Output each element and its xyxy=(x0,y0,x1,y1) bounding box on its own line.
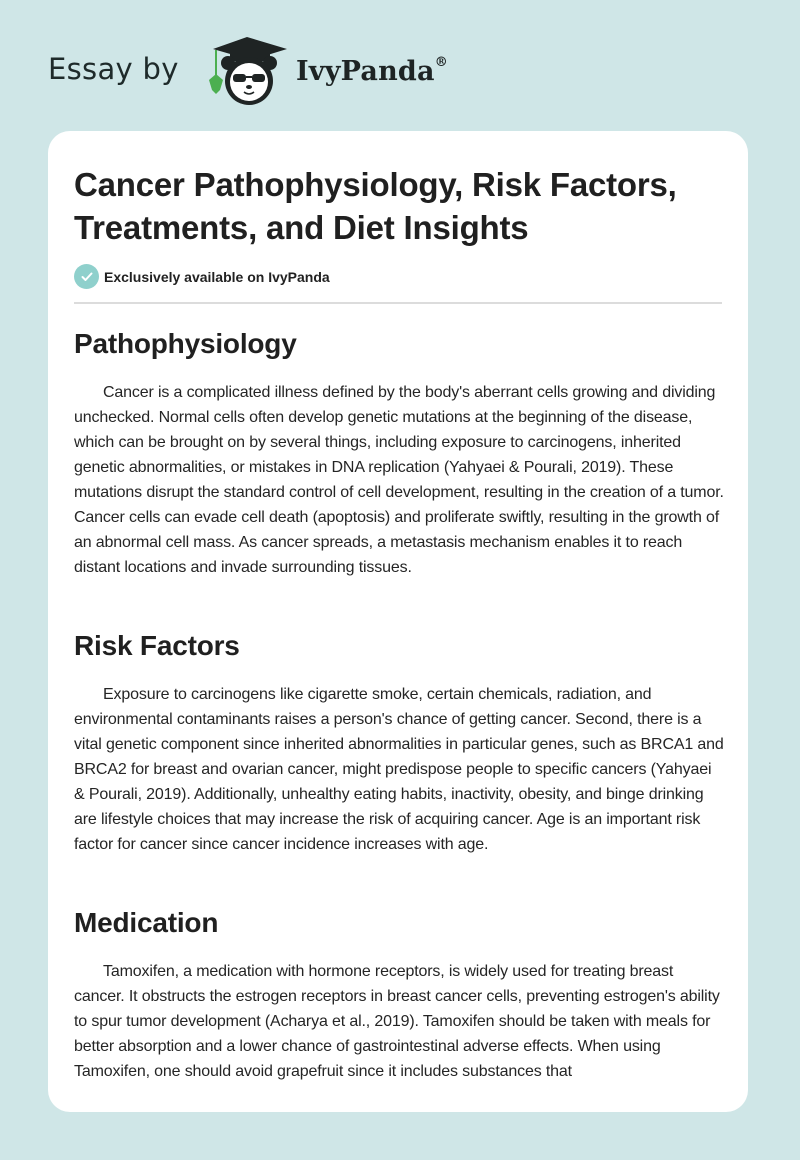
page-title: Cancer Pathophysiology, Risk Factors, Treatments, and Diet Insights xyxy=(74,166,677,246)
panda-logo-icon[interactable] xyxy=(203,36,291,108)
section-body: Cancer is a complicated illness defined by the body's aberrant cells growing and dividing unchecked. Normal cells often develop genetic mutations at the beginning of the disease, which can be brought on by several things, including exposure to carcinogens, inherited genetic abnormalities, or mistakes in DNA replication (Yahyaei & Pourali, 2019). These mutations disrupt the standard control of cell development, resulting in the creation of a tumor. Cancer cells can evade cell death (apoptosis) and proliferate swiftly, resulting in the growth of an abnormal cell mass. As cancer spreads, a metastasis mechanism enables it to reach distant locations and invade surrounding tissues. xyxy=(74,384,724,576)
exclusive-badge xyxy=(74,264,330,289)
divider xyxy=(74,302,722,304)
check-circle-icon xyxy=(74,264,99,289)
section-medication xyxy=(74,906,724,1084)
section-risk-factors xyxy=(74,629,724,857)
section-pathophysiology xyxy=(74,327,724,580)
registered-mark: ® xyxy=(434,55,448,70)
essay-by-label: Essay by xyxy=(48,52,179,86)
section-heading: Pathophysiology xyxy=(74,328,297,359)
section-heading: Risk Factors xyxy=(74,630,240,661)
brand-text: IvyPanda xyxy=(296,56,435,87)
site-header xyxy=(0,0,800,130)
section-body: Tamoxifen, a medication with hormone receptors, is widely used for treating breast cancer. It obstructs the estrogen receptors in breast cancer cells, preventing estrogen's ability to spur tumor development (Acharya et al., 2019). Tamoxifen should be taken with meals for better absorption and a lower chance of gastrointestinal adverse effects. When using Tamoxifen, one should avoid grapefruit since it includes substances that xyxy=(74,963,720,1080)
essay-card xyxy=(48,131,748,1112)
section-body: Exposure to carcinogens like cigarette smoke, certain chemicals, radiation, and environmental contaminants raises a person's chance of getting cancer. Second, there is a vital genetic component since inherited abnormalities in particular genes, such as BRCA1 and BRCA2 for breast and ovarian cancer, might predispose people to specific cancers (Yahyaei & Pourali, 2019). Additionally, unhealthy eating habits, inactivity, obesity, and binge drinking are lifestyle choices that may increase the risk of acquiring cancer. Age is an important risk factor for cancer since cancer incidence increases with age. xyxy=(74,686,724,853)
badge-text: Exclusively available on IvyPanda xyxy=(104,268,330,285)
brand-name[interactable] xyxy=(296,56,448,87)
section-heading: Medication xyxy=(74,907,219,938)
